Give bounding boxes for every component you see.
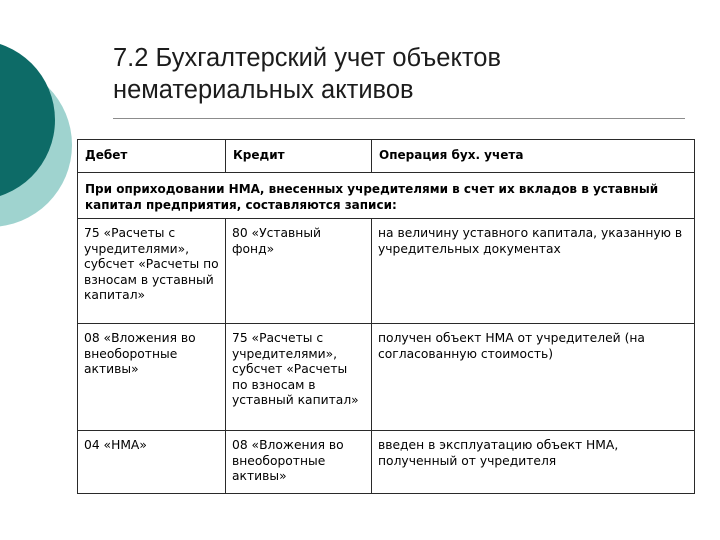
- table-note: При оприходовании НМА, внесенных учредителями в счет их вкладов в уставный капитал предприятия, составляются записи:: [78, 173, 695, 219]
- table-row: [78, 431, 695, 494]
- header-operation: Операция бух. учета: [372, 140, 695, 173]
- cell-operation: на величину уставного капитала, указанную в учредительных документах: [372, 219, 695, 324]
- header-debit: Дебет: [78, 140, 226, 173]
- header-credit: Кредит: [226, 140, 372, 173]
- cell-credit: 75 «Расчеты с учредителями», субсчет «Расчеты по взносам в уставный капитал»: [226, 324, 372, 431]
- decorative-teal-arcs: [0, 0, 80, 300]
- table-header-row: [78, 140, 695, 173]
- slide-title-line-1: 7.2 Бухгалтерский учет объектов: [113, 44, 502, 72]
- accounting-entries-table: [77, 139, 695, 494]
- cell-operation: получен объект НМА от учредителей (на согласованную стоимость): [372, 324, 695, 431]
- cell-debit: 08 «Вложения во внеоборотные активы»: [78, 324, 226, 431]
- cell-operation: введен в эксплуатацию объект НМА, полученный от учредителя: [372, 431, 695, 494]
- table-row: [78, 219, 695, 324]
- cell-credit: 80 «Уставный фонд»: [226, 219, 372, 324]
- cell-credit: 08 «Вложения во внеоборотные активы»: [226, 431, 372, 494]
- table-note-row: [78, 173, 695, 219]
- table-row: [78, 324, 695, 431]
- slide-title-line-2: нематериальных активов: [113, 76, 414, 104]
- title-divider: [113, 118, 685, 119]
- slide-title: [113, 42, 693, 106]
- cell-debit: 04 «НМА»: [78, 431, 226, 494]
- cell-debit: 75 «Расчеты с учредителями», субсчет «Расчеты по взносам в уставный капитал»: [78, 219, 226, 324]
